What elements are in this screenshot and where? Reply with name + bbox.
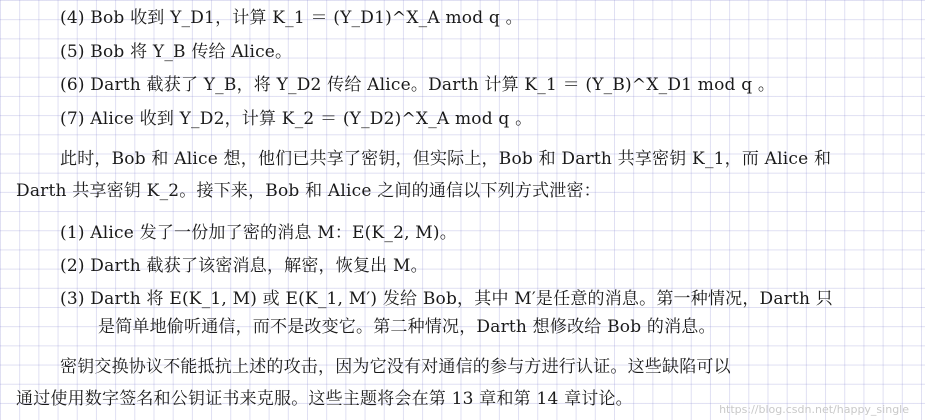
paragraph-line: 通过使用数字签名和公钥证书来克服。这些主题将会在第 13 章和第 14 章讨论。	[16, 389, 633, 409]
list-item-3: (3) Darth 将 E(K_1, M) 或 E(K_1, M′) 发给 Bob，其中 M′是任意的消息。第一种情况，Darth 只	[60, 289, 834, 309]
text-line-step-5: (5) Bob 将 Y_B 传给 Alice。	[60, 42, 293, 62]
text-line-step-6: (6) Darth 截获了 Y_B，将 Y_D2 传给 Alice。Darth 计算 K_1 ＝ (Y_B)^X_D1 mod q 。	[60, 75, 776, 95]
watermark-url: https://blog.csdn.net/happy_single	[719, 403, 909, 416]
paragraph-line: 此时，Bob 和 Alice 想，他们已共享了密钥，但实际上，Bob 和 Darth 共享密钥 K_1，而 Alice 和	[60, 149, 832, 169]
paragraph-line: Darth 共享密钥 K_2。接下来，Bob 和 Alice 之间的通信以下列方式泄密：	[16, 181, 601, 201]
list-item-1: (1) Alice 发了一份加了密的消息 M：E(K_2, M)。	[60, 223, 457, 243]
paragraph-line: 密钥交换协议不能抵抗上述的攻击，因为它没有对通信的参与方进行认证。这些缺陷可以	[60, 357, 731, 377]
text-line-step-4: (4) Bob 收到 Y_D1，计算 K_1 ＝ (Y_D1)^X_A mod q 。	[60, 8, 523, 28]
list-item-3-continuation: 是简单地偷听通信，而不是改变它。第二种情况，Darth 想修改给 Bob 的消息。	[98, 317, 716, 337]
text-line-step-7: (7) Alice 收到 Y_D2，计算 K_2 ＝ (Y_D2)^X_A mod q 。	[60, 109, 533, 129]
list-item-2: (2) Darth 截获了该密消息，解密，恢复出 M。	[60, 256, 428, 276]
